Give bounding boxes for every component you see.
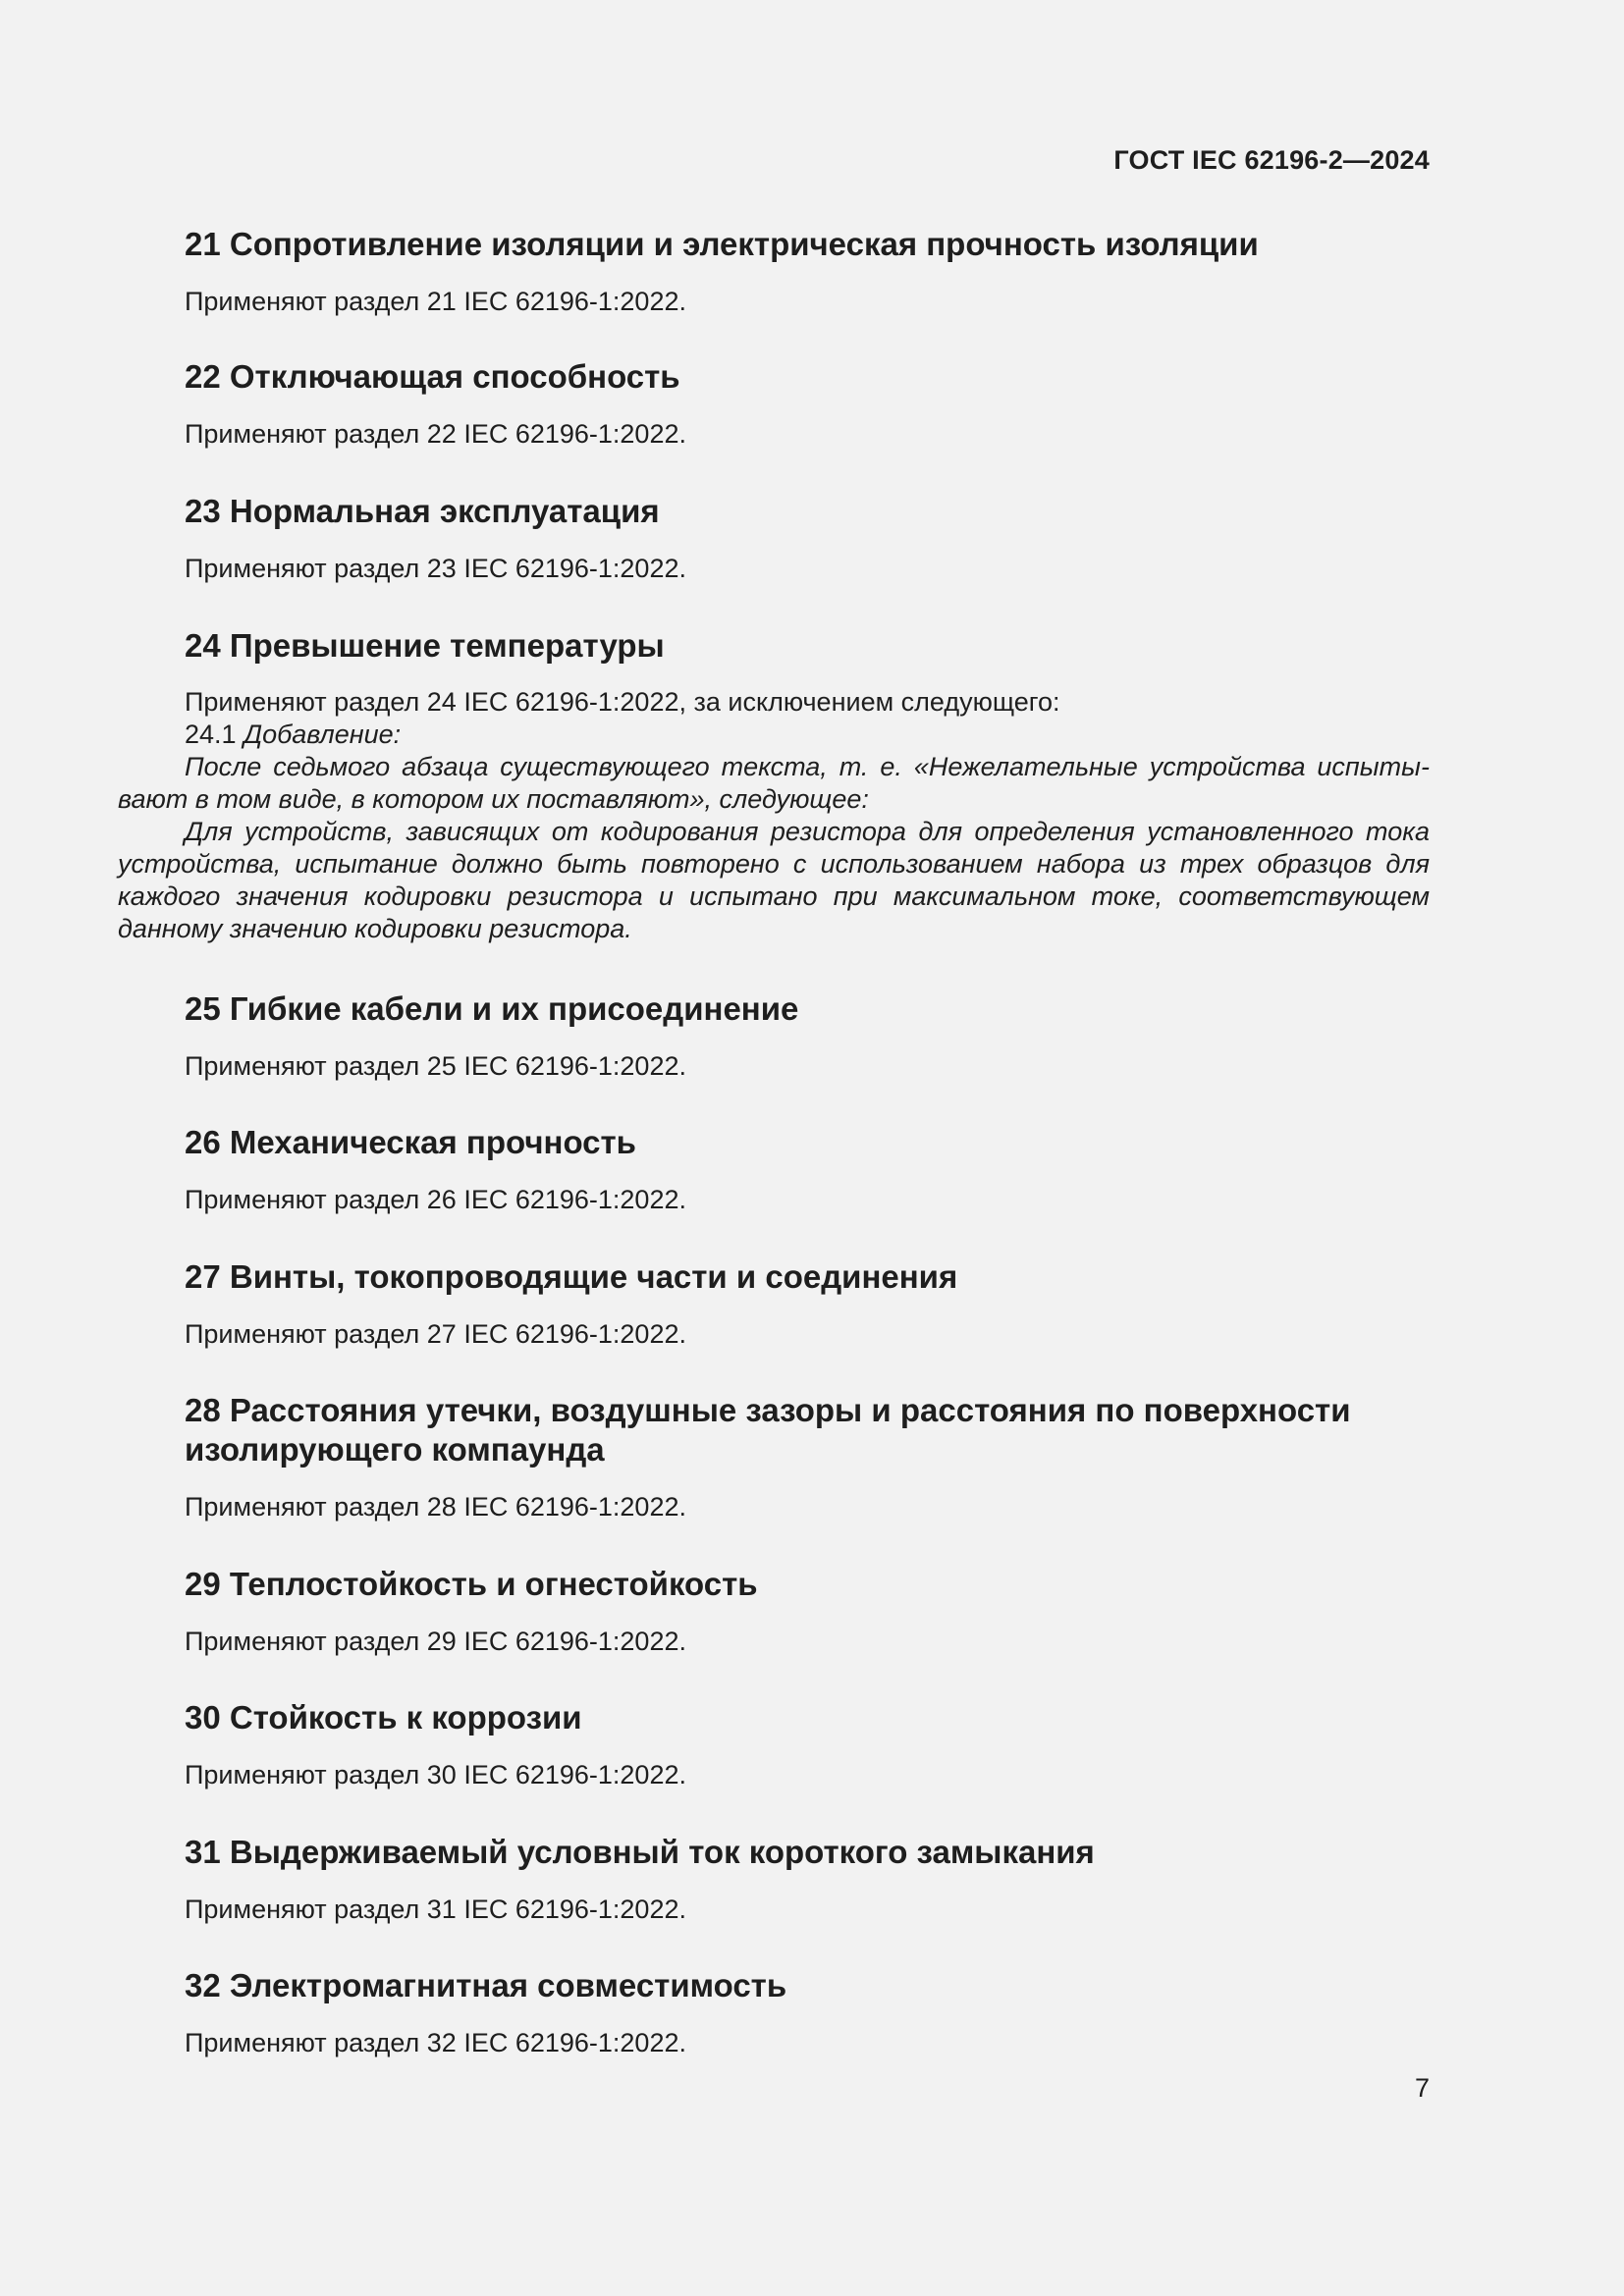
section-28 [185, 1391, 1430, 1523]
section-25 [185, 989, 1430, 1083]
section-22 [185, 357, 1430, 451]
section-body: Применяют раздел 26 IEC 62196-1:2022. [185, 1185, 686, 1214]
document-code: ГОСТ IEC 62196-2—2024 [1113, 145, 1430, 175]
section-body: Применяют раздел 31 IEC 62196-1:2022. [185, 1895, 686, 1924]
section-21 [185, 225, 1430, 318]
section-32 [185, 1966, 1430, 2059]
section-title: 32 Электромагнитная совместимость [185, 1967, 787, 2003]
section-title: 29 Теплостойкость и огнестойкость [185, 1566, 758, 1602]
section-title: 26 Механическая прочность [185, 1124, 636, 1160]
subsection-24-1 [118, 719, 1430, 751]
section-body: Применяют раздел 22 IEC 62196-1:2022. [185, 419, 686, 449]
addition-paragraph-2: Для устройств, зависящих от кодирования резистора для определения установленного тока устройства, испытание должно быть повторено с использованием набора из трех образцов для каждого значения кодировки резистора и испытано при максимальном токе, соответствующем данному значению кодировки резистора. [118, 817, 1430, 943]
section-body: Применяют раздел 27 IEC 62196-1:2022. [185, 1319, 686, 1349]
section-body: Применяют раздел 28 IEC 62196-1:2022. [185, 1492, 686, 1522]
section-24 [185, 626, 1430, 666]
section-24-content [118, 686, 1430, 945]
section-23 [185, 492, 1430, 585]
section-body: Применяют раздел 30 IEC 62196-1:2022. [185, 1760, 686, 1789]
section-title: 24 Превышение температуры [185, 627, 665, 664]
section-body: Применяют раздел 21 IEC 62196-1:2022. [185, 287, 686, 316]
section-27 [185, 1257, 1430, 1351]
section-body: Применяют раздел 32 IEC 62196-1:2022. [185, 2028, 686, 2057]
section-body: Применяют раздел 29 IEC 62196-1:2022. [185, 1627, 686, 1656]
page-number: 7 [1414, 2073, 1430, 2103]
section-29 [185, 1565, 1430, 1658]
section-title: 25 Гибкие кабели и их присоединение [185, 990, 799, 1027]
section-31 [185, 1833, 1430, 1926]
subsection-number: 24.1 [185, 720, 244, 749]
section-title: 23 Нормальная эксплуатация [185, 493, 660, 529]
section-body: Применяют раздел 25 IEC 62196-1:2022. [185, 1051, 686, 1081]
section-body: Применяют раздел 23 IEC 62196-1:2022. [185, 554, 686, 583]
section-body: Применяют раздел 24 IEC 62196-1:2022, за исключением следующего: [185, 687, 1060, 717]
addition-paragraph-1: После седьмого абзаца существующего текста, т. е. «Нежелательные устройства испыты-вают в том виде, в котором их поставляют», следующее: [118, 752, 1430, 814]
section-title: 21 Сопротивление изоляции и электрическая прочность изоляции [185, 226, 1259, 262]
section-title: 28 Расстояния утечки, воздушные зазоры и расстояния по поверхности изолирующего компаунда [185, 1392, 1351, 1468]
section-30 [185, 1698, 1430, 1791]
subsection-label: Добавление: [244, 720, 402, 749]
section-title: 31 Выдерживаемый условный ток короткого замыкания [185, 1834, 1095, 1870]
section-26 [185, 1123, 1430, 1216]
section-title: 30 Стойкость к коррозии [185, 1699, 582, 1735]
section-title: 27 Винты, токопроводящие части и соединения [185, 1258, 958, 1295]
section-title: 22 Отключающая способность [185, 358, 680, 395]
